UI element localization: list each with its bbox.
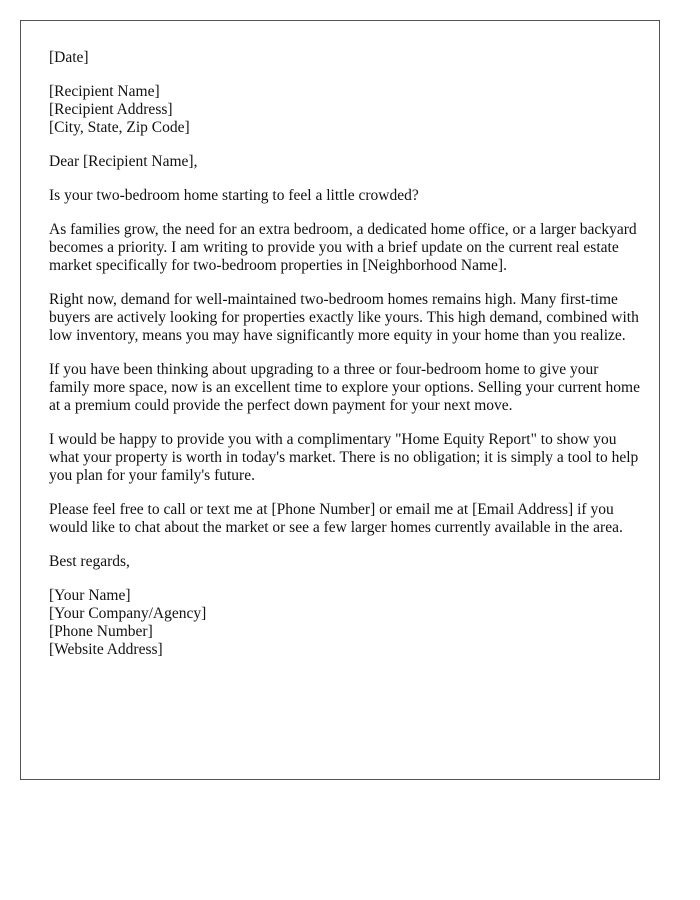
paragraph-contact: Please feel free to call or text me at [Phone Number] or email me at [Email Address] if you would like to chat about the market or see a few larger homes currently available in the area. xyxy=(49,501,623,536)
signature-phone: [Phone Number] xyxy=(49,623,153,640)
paragraph-equity-report: I would be happy to provide you with a complimentary "Home Equity Report" to show you what your property is worth in today's market. There is no obligation; it is simply a tool to help you plan for your family's future. xyxy=(49,431,639,484)
recipient-city-state-zip: [City, State, Zip Code] xyxy=(49,119,190,136)
recipient-block xyxy=(49,83,641,137)
signature-block xyxy=(49,587,641,659)
paragraph-demand: Right now, demand for well-maintained two-bedroom homes remains high. Many first-time buyers are actively looking for properties exactly like yours. This high demand, combined with low inventory, means you may have significantly more equity in your home than you realize. xyxy=(49,291,639,344)
salutation: Dear [Recipient Name], xyxy=(49,153,198,170)
paragraph-upgrade: If you have been thinking about upgrading to a three or four-bedroom home to give your family more space, now is an excellent time to explore your options. Selling your current home at a premium could provide the perfect down payment for your next move. xyxy=(49,361,640,414)
letter-body xyxy=(49,49,641,675)
recipient-address: [Recipient Address] xyxy=(49,101,173,118)
recipient-name: [Recipient Name] xyxy=(49,83,160,100)
paragraph-opening-question: Is your two-bedroom home starting to feel a little crowded? xyxy=(49,187,419,204)
signature-company: [Your Company/Agency] xyxy=(49,605,207,622)
signature-website: [Website Address] xyxy=(49,641,163,658)
signature-name: [Your Name] xyxy=(49,587,131,604)
letter-date: [Date] xyxy=(49,49,89,66)
paragraph-market-update: As families grow, the need for an extra bedroom, a dedicated home office, or a larger backyard becomes a priority. I am writing to provide you with a brief update on the current real estate market specifically for two-bedroom properties in [Neighborhood Name]. xyxy=(49,221,637,274)
closing: Best regards, xyxy=(49,553,130,570)
letter-page xyxy=(20,20,660,780)
